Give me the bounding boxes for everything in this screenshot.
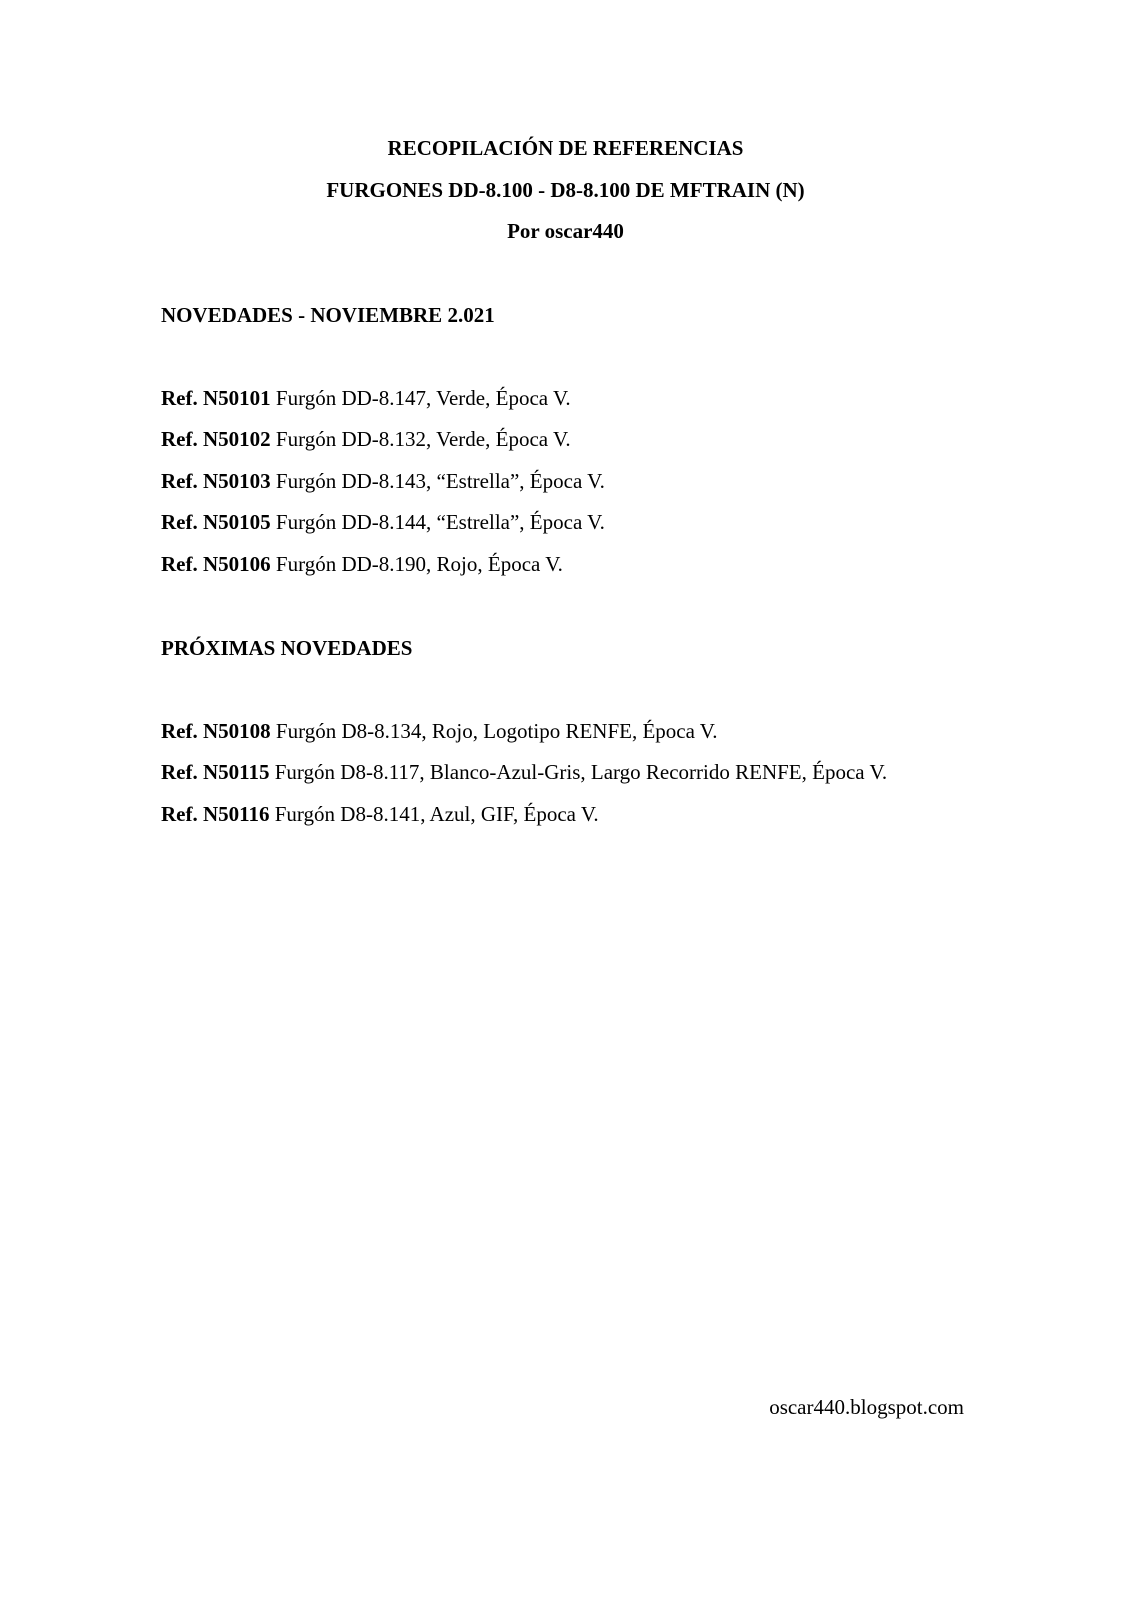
list-item (161, 385, 571, 411)
list-item (161, 718, 718, 744)
ref-description: Furgón D8-8.134, Rojo, Logotipo RENFE, Época V. (275, 719, 718, 743)
ref-code: Ref. N50103 (161, 469, 271, 493)
section-heading-novedades: NOVEDADES - NOVIEMBRE 2.021 (161, 303, 495, 327)
list-item (161, 509, 605, 535)
section-heading-proximas: PRÓXIMAS NOVEDADES (161, 636, 413, 660)
ref-code: Ref. N50116 (161, 802, 270, 826)
ref-code: Ref. N50102 (161, 427, 271, 451)
list-item (161, 551, 563, 577)
list-item (161, 801, 599, 827)
ref-code: Ref. N50101 (161, 386, 271, 410)
list-item (161, 759, 887, 785)
ref-code: Ref. N50115 (161, 760, 270, 784)
list-item (161, 468, 605, 494)
footer-blog-url: oscar440.blogspot.com (769, 1395, 964, 1419)
ref-description: Furgón DD-8.143, “Estrella”, Época V. (275, 469, 605, 493)
ref-code: Ref. N50105 (161, 510, 271, 534)
document-subtitle: FURGONES DD-8.100 - D8-8.100 DE MFTRAIN (N) (326, 178, 805, 202)
ref-code: Ref. N50108 (161, 719, 271, 743)
ref-description: Furgón D8-8.117, Blanco-Azul-Gris, Largo Recorrido RENFE, Época V. (274, 760, 888, 784)
document-author: Por oscar440 (507, 219, 624, 243)
document-title: RECOPILACIÓN DE REFERENCIAS (387, 136, 744, 160)
ref-description: Furgón DD-8.147, Verde, Época V. (275, 386, 571, 410)
ref-description: Furgón DD-8.132, Verde, Época V. (275, 427, 571, 451)
ref-description: Furgón D8-8.141, Azul, GIF, Época V. (274, 802, 599, 826)
ref-code: Ref. N50106 (161, 552, 271, 576)
list-item (161, 426, 571, 452)
ref-description: Furgón DD-8.190, Rojo, Época V. (275, 552, 563, 576)
ref-description: Furgón DD-8.144, “Estrella”, Época V. (275, 510, 605, 534)
